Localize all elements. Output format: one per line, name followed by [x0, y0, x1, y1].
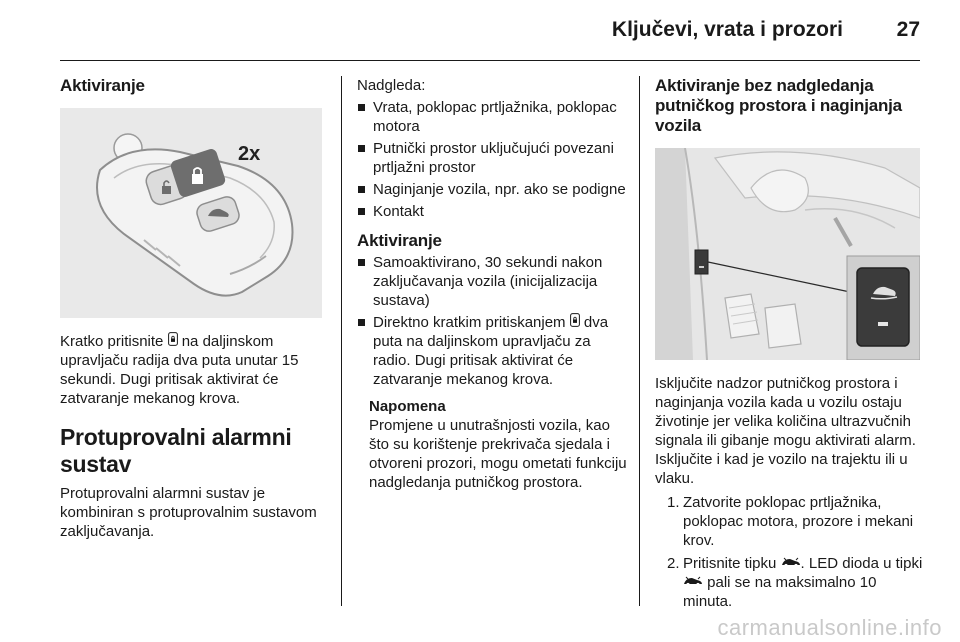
steps-list — [655, 493, 923, 611]
section-heading-aktiviranje: Aktiviranje — [60, 76, 145, 95]
left-column — [60, 76, 322, 541]
page-header — [0, 0, 960, 62]
note-title: Napomena — [369, 398, 446, 415]
list-item: 1. Zatvorite poklopac prtljažnika, poklopac motora, prozore i mekani krov. — [667, 494, 914, 549]
section-heading-aktiviranje-2: Aktiviranje — [357, 231, 442, 250]
key-lock-button-icon — [570, 313, 580, 332]
list-item: Putnički prostor uključujući povezani prtljažni prostor — [357, 139, 627, 177]
car-alarm-icon — [683, 573, 703, 592]
monitored-list — [357, 98, 627, 221]
list-item: Naginjanje vozila, npr. ako se podigne — [357, 180, 627, 199]
left-paragraph-2: Protuprovalni alarmni sustav je kombiniran s protuprovalnim sustavom zaključavanja. — [60, 485, 317, 540]
watermark: carmanualsonline.info — [717, 615, 942, 640]
right-paragraph: Isključite nadzor putničkog prostora i naginjanja vozila kada u vozilu ostaju životinje jer velika količina ultrazvučnih signala ili gibanje mogu aktivirati alarm. Isključite i kad je vozilo na trajektu ili u vlaku. — [655, 375, 916, 487]
middle-column — [357, 76, 627, 492]
car-alarm-icon — [781, 554, 801, 573]
interior-illustration — [655, 148, 920, 360]
list-item: Kontakt — [357, 202, 627, 221]
page-number: 27 — [896, 18, 920, 41]
left-paragraph-1: Kratko pritisnite na daljinskom upravljaču radija dva puta unutar 15 sekundi. Dugi pritisak aktivirat će zatvaranje mekanog krova. — [60, 333, 299, 407]
section-heading-no-monitoring: Aktiviranje bez nadgledanja putničkog prostora i naginjanja vozila — [655, 76, 902, 135]
key-fob-illustration — [60, 108, 322, 318]
list-item: Samoaktivirano, 30 sekundi nakon zaključavanja vozila (inicijalizacija sustava) — [357, 253, 627, 310]
header-rule — [60, 60, 920, 61]
column-divider-2 — [639, 76, 640, 606]
list-item: 2. Pritisnite tipku . LED dioda u tipki pali se na maksimalno 10 minuta. — [667, 555, 923, 610]
column-divider-1 — [341, 76, 342, 606]
press-twice-label: 2x — [238, 143, 261, 165]
monitors-intro: Nadgleda: — [357, 77, 426, 94]
section-title-alarm: Protuprovalni alarmni sustav — [60, 424, 292, 477]
activation-list — [357, 253, 627, 389]
list-item: Vrata, poklopac prtljažnika, poklopac motora — [357, 98, 627, 136]
interior-button-figure — [655, 148, 920, 360]
note-text: Promjene u unutrašnjosti vozila, kao što su korištenje prekrivača sjedala i otvoreni prozori, mogu ometati funkciju nadgledanja putničkog prostora. — [369, 417, 627, 491]
page-header-title: Ključevi, vrata i prozori — [611, 18, 843, 41]
key-lock-button-icon — [168, 332, 178, 351]
right-column — [655, 76, 923, 615]
list-item: Direktno kratkim pritiskanjem dva puta na daljinskom upravljaču za radio. Dugi pritisak aktivirat će zatvaranje mekanog krova. — [357, 313, 627, 389]
key-fob-figure — [60, 108, 322, 318]
